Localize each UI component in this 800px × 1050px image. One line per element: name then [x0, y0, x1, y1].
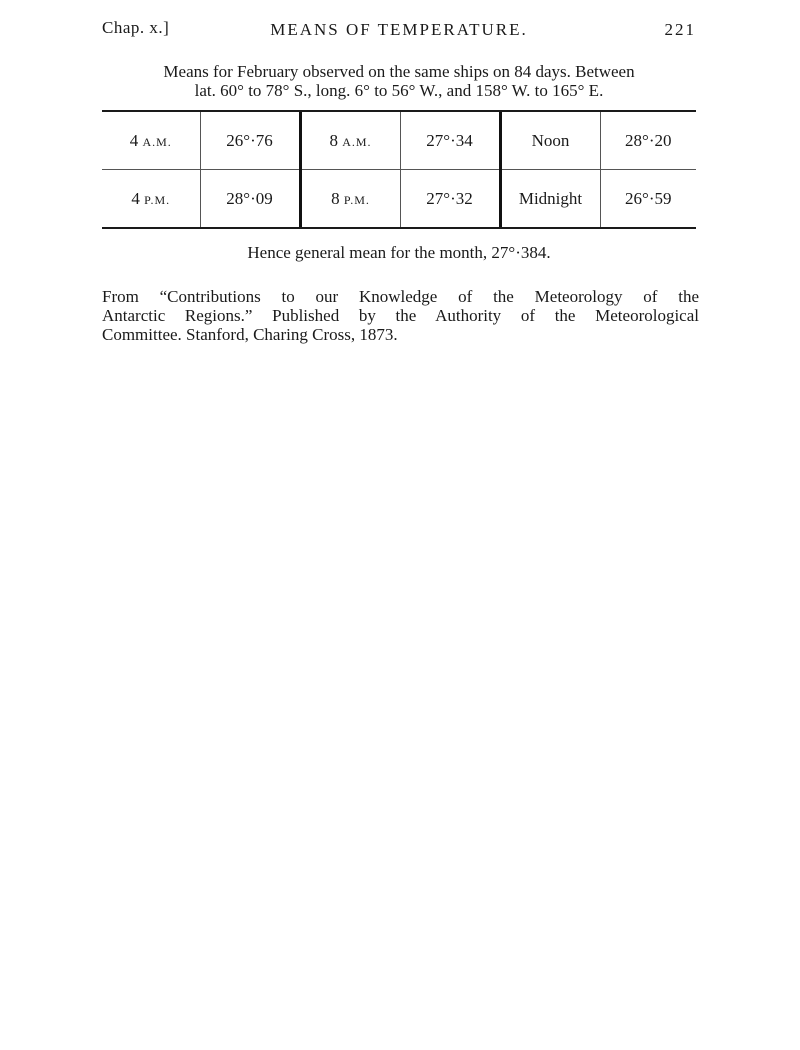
period-label: A.M.: [342, 134, 372, 149]
source-citation: [102, 287, 699, 344]
time-cell: [500, 112, 600, 170]
time-cell: [102, 112, 200, 170]
hour-number: 8: [331, 188, 340, 208]
monthly-mean-summary: Hence general mean for the month, 27°·384.: [247, 243, 551, 262]
running-head: [102, 18, 696, 44]
temperature-value: 27°·32: [400, 170, 500, 228]
chapter-marker: Chap. x.]: [102, 18, 170, 37]
period-label: Midnight: [518, 188, 583, 208]
temperature-table-wrap: [102, 110, 696, 229]
period-label: Noon: [531, 130, 570, 150]
temperature-table: [102, 112, 696, 227]
time-cell: [300, 170, 400, 228]
citation-line-3: Committee. Stanford, Charing Cross, 1873.: [102, 325, 398, 344]
hour-number: 4: [131, 188, 140, 208]
temperature-value: 26°·76: [200, 112, 300, 170]
page-title: MEANS OF TEMPERATURE.: [270, 20, 528, 39]
hour-number: 4: [129, 130, 139, 150]
citation-line-1: From “Contributions to our Knowledge of the Meteorology of the: [102, 287, 699, 306]
temperature-value: 26°·59: [625, 188, 672, 208]
table-row: [102, 170, 696, 228]
citation-line-2: Antarctic Regions.” Published by the Authority of the Meteorological: [102, 306, 699, 325]
temperature-value: 28°·20: [600, 112, 696, 170]
period-label: A.M.: [142, 134, 172, 149]
period-label: P.M.: [343, 192, 370, 207]
temperature-value: 27°·34: [400, 112, 500, 170]
temperature-value: 28°·09: [200, 170, 300, 228]
table-row: [102, 112, 696, 170]
intro-line-1: Means for February observed on the same ships on 84 days. Between: [163, 62, 635, 81]
time-cell: [102, 170, 200, 228]
intro-line-2: lat. 60° to 78° S., long. 6° to 56° W., and 158° W. to 165° E.: [194, 81, 604, 100]
intro-paragraph: [102, 62, 696, 100]
hour-number: 8: [329, 130, 338, 150]
time-cell: [500, 170, 600, 228]
table-bottom-rule: [102, 227, 696, 229]
period-label: P.M.: [144, 192, 171, 207]
time-cell: [300, 112, 400, 170]
page-number: 221: [664, 20, 696, 39]
